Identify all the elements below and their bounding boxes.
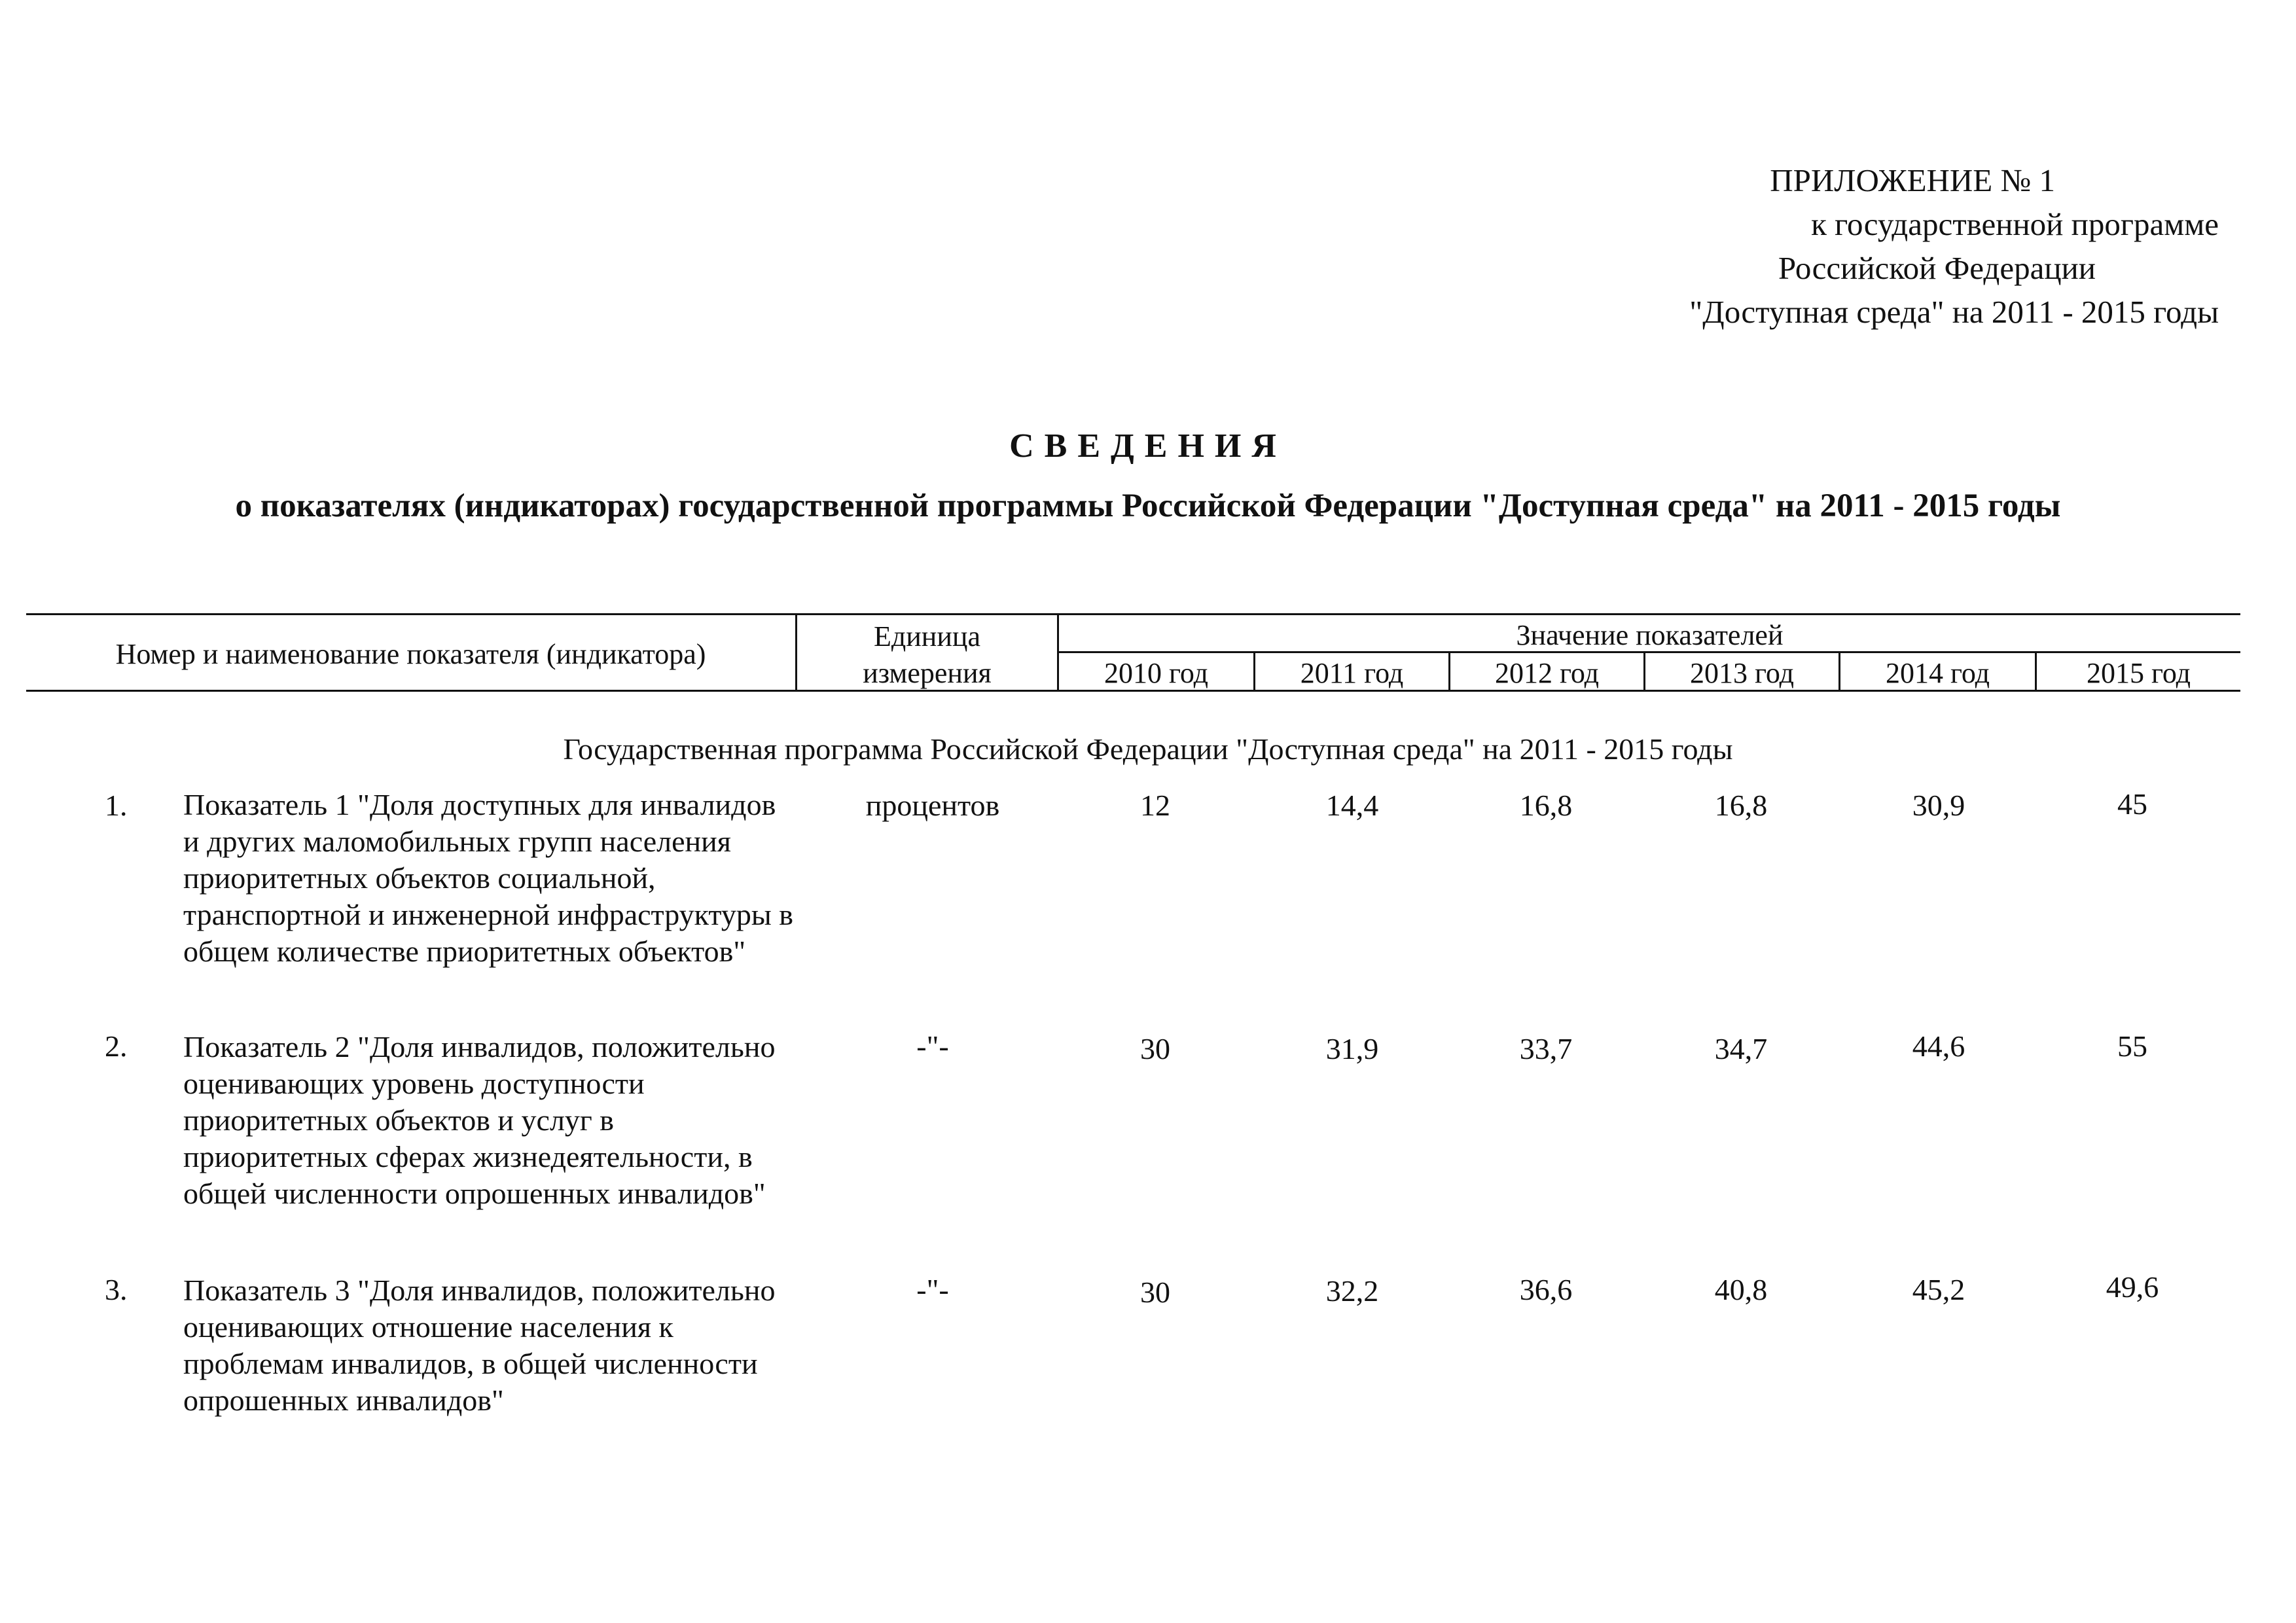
appendix-line-program: к государственной программе: [1811, 206, 2219, 242]
header-year-2010: 2010 год: [1103, 657, 1209, 689]
row-indicator-name: Показатель 2 "Доля инвалидов, положительно оценивающих уровень доступности приоритетных объектов и услуг в приоритетных сферах жизнедеятельности, в общей численности опрошенных инвалидов": [183, 1030, 776, 1210]
row-unit: -"-: [916, 1029, 949, 1063]
appendix-number: ПРИЛОЖЕНИЕ № 1: [1770, 162, 2055, 198]
header-year-2011: 2011 год: [1300, 657, 1404, 689]
document-title: СВЕДЕНИЯ: [1009, 427, 1287, 465]
row-unit: -"-: [916, 1273, 949, 1306]
value-2014: 44,6: [1912, 1029, 1965, 1063]
row-indicator-name: Показатель 1 "Доля доступных для инвалидов и других маломобильных групп населения приоритетных объектов социальной, транспортной и инженерной инфраструктуры в общем количестве приоритетных объектов": [183, 788, 793, 968]
document-subtitle: о показателях (индикаторах) государственной программы Российской Федерации "Доступная среда" на 2011 - 2015 годы: [235, 488, 2061, 524]
value-2013: 40,8: [1714, 1273, 1768, 1306]
value-2012: 33,7: [1519, 1032, 1573, 1065]
row-number: 3.: [105, 1273, 128, 1306]
value-2015: 49,6: [2106, 1270, 2159, 1304]
header-year-2012: 2012 год: [1494, 657, 1600, 689]
table-section-title: Государственная программа Российской Федерации "Доступная среда" на 2011 - 2015 годы: [563, 732, 1733, 766]
value-2011: 32,2: [1325, 1274, 1379, 1308]
value-2010: 30: [1140, 1275, 1170, 1309]
value-2015: 55: [2117, 1029, 2147, 1063]
value-2015: 45: [2117, 787, 2147, 821]
value-2010: 12: [1140, 789, 1170, 822]
header-year-2013: 2013 год: [1689, 657, 1795, 689]
row-unit: процентов: [865, 789, 1000, 822]
table-header-bottom-rule: [26, 690, 2240, 692]
header-unit-line1: Единица: [874, 620, 980, 652]
header-unit-line2: измерения: [863, 657, 992, 689]
appendix-heading: [1689, 158, 2219, 334]
value-2014: 30,9: [1912, 789, 1965, 822]
appendix-line-program-name: "Доступная среда" на 2011 - 2015 годы: [1689, 294, 2219, 330]
value-2013: 34,7: [1714, 1032, 1768, 1065]
appendix-line-federation: Российской Федерации: [1778, 250, 2096, 286]
header-values: Значение показателей: [1516, 619, 1784, 651]
row-number: 1.: [105, 789, 128, 822]
header-year-2015: 2015 год: [2086, 657, 2191, 689]
value-2011: 14,4: [1325, 789, 1379, 822]
value-2014: 45,2: [1912, 1273, 1965, 1306]
table-top-rule: [26, 613, 2240, 615]
value-2012: 36,6: [1519, 1273, 1573, 1306]
value-2012: 16,8: [1519, 789, 1573, 822]
value-2013: 16,8: [1714, 789, 1768, 822]
header-indicator-name: Номер и наименование показателя (индикатора): [115, 638, 706, 670]
value-2011: 31,9: [1325, 1032, 1379, 1065]
row-indicator-name: Показатель 3 "Доля инвалидов, положительно оценивающих отношение населения к проблемам инвалидов, в общей численности опрошенных инвалидов": [183, 1274, 776, 1417]
row-number: 2.: [105, 1029, 128, 1063]
value-2010: 30: [1140, 1032, 1170, 1065]
header-year-2014: 2014 год: [1885, 657, 1990, 689]
